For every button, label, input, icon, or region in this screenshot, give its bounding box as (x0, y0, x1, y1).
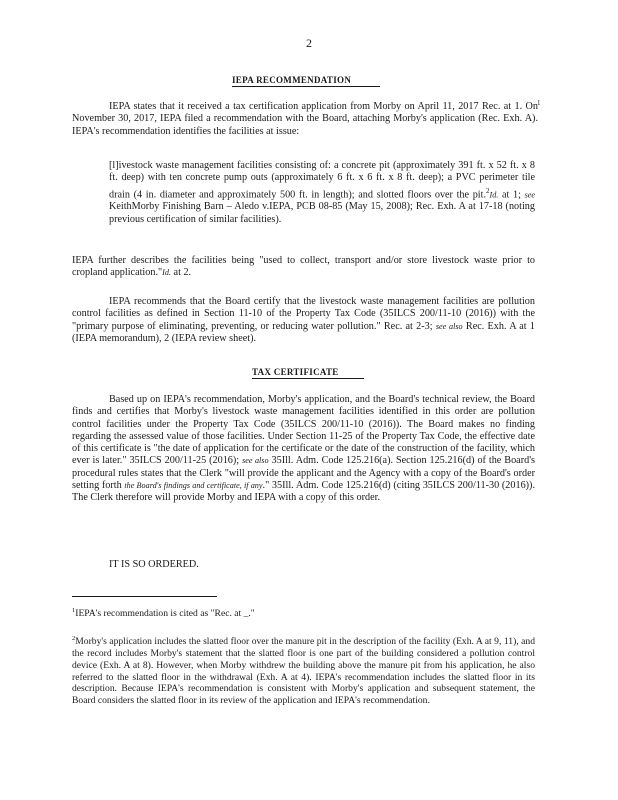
footnote-2-mark: 2 (72, 635, 76, 642)
id-citation: Id. (489, 189, 499, 199)
paragraph-text: IEPA further describes the facilities being "used to collect, transport and/or store livestock waste prior to cropland application." (72, 255, 535, 279)
paragraph-text: ." 35Ill. Adm. Code 125.216(d) (citing 35ILCS 200/11-30 (2016)). The Clerk therefore will provide Morby and IEPA with a copy of this order. (72, 480, 535, 504)
footnote-1-text: IEPA's recommendation is cited as "Rec. at _." (75, 608, 255, 620)
quote-text: at 1; (498, 188, 525, 200)
paragraph-facility-description (72, 255, 535, 280)
paragraph-text: at 2. (171, 267, 192, 279)
footnote-1-mark: 1 (72, 607, 76, 614)
iepa-recommendation-heading-text: IEPA RECOMMENDATION (232, 75, 380, 87)
id-citation: Id. (162, 268, 171, 278)
block-quote-facilities (109, 160, 535, 226)
paragraph-text: 35Ill. Adm. Code 125.216(a). Section 125.216(d) of the Board's procedural rules states that the Clerk "will provide the applicant and the Agency with a copy of the Board's order setting forth (72, 455, 535, 492)
footnote-1 (72, 605, 535, 620)
tax-certificate-heading (252, 367, 364, 379)
paragraph-text: IEPA states that it received a tax certification application from Morby on April 11, 2017 Rec. at 1. On November 30, 2017, IEPA filed a recommendation with the Board, attaching Morby's application (Rec. Exh. A). IEPA's recommendation identifies the facilities at issue: (72, 101, 538, 137)
iepa-recommendation-heading (232, 75, 380, 87)
footnote-2 (72, 633, 535, 707)
paragraph-board-findings (72, 394, 535, 505)
quote-text: [l]ivestock waste management facilities consisting of: a concrete pit (approximately 391 ft. x 52 ft. x 8 ft. deep) with ten concrete pump outs (approximately 6 ft. x 6 ft. x 8 ft. deep); a PVC perimeter tile drain (4 in. diameter and approximately 500 ft. in length); and slotted floors over the pit. (109, 160, 535, 200)
see-also-signal: see also (435, 321, 463, 331)
paragraph-text: Rec. Exh. A at 1 (IEPA memorandum), 2 (IEPA review sheet). (72, 320, 535, 344)
quote-text: KeithMorby Finishing Barn – Aledo v.IEPA, PCB 08-85 (May 15, 2008); Rec. Exh. A at 17-18 (noting previous certification of similar facilities). (109, 201, 535, 225)
tax-certificate-heading-text: TAX CERTIFICATE (252, 367, 364, 379)
footnote-marker-1: 1 (537, 99, 541, 107)
paragraph-iepa-recommends (72, 296, 535, 345)
page-number: 2 (306, 36, 312, 50)
paragraph-text: IEPA recommends that the Board certify that the livestock waste management facilities are pollution control facilities as defined in Section 11-10 of the Property Tax Code (35ILCS 200/11-10 (2016)) with the "primary purpose of eliminating, preventing, or reducing water pollution." Rec. at 2-3; (72, 296, 535, 332)
footnote-divider (72, 596, 217, 597)
footnote-marker-2: 2 (486, 186, 490, 195)
see-also-signal: see also (242, 456, 269, 466)
see-signal: see (524, 189, 535, 199)
paragraph-application-received (72, 101, 538, 138)
footnote-2-text: Morby's application includes the slatted floor over the manure pit in the description of the facility (Exh. A at 9, 11), and the record includes Morby's statement that the slatted floor is one part of the building considered a pollution control device (Exh. A at 8). However, when Morby withdrew the building above the manure pit from his application, he also referred to the slatted floor in the withdrawal (Exh. A at 4). IEPA's recommendation includes the slatted floor in its description. Because IEPA's recommendation is consistent with Morby's application and subsequent statement, the Board considers the slatted floor in its review of the application and IEPA's recommendation. (72, 636, 535, 707)
paragraph-text: Based up on IEPA's recommendation, Morby's application, and the Board's technical review, the Board finds and certifies that Morby's livestock waste management facilities identified in this order are pollution control facilities under the Property Tax Code (35ILCS 200/11-10 (2016)). The Board makes no finding regarding the assessed value of those facilities. Under Section 11-25 of the Property Tax Code, the effective date of this certificate is "the date of application for the certificate or the date of the construction of the facility, which ever is later." 35ILCS 200/11-25 (2016); (72, 394, 535, 467)
quoted-italic-text: the Board's findings and certificate, if any (124, 481, 263, 491)
so-ordered: IT IS SO ORDERED. (109, 559, 199, 570)
